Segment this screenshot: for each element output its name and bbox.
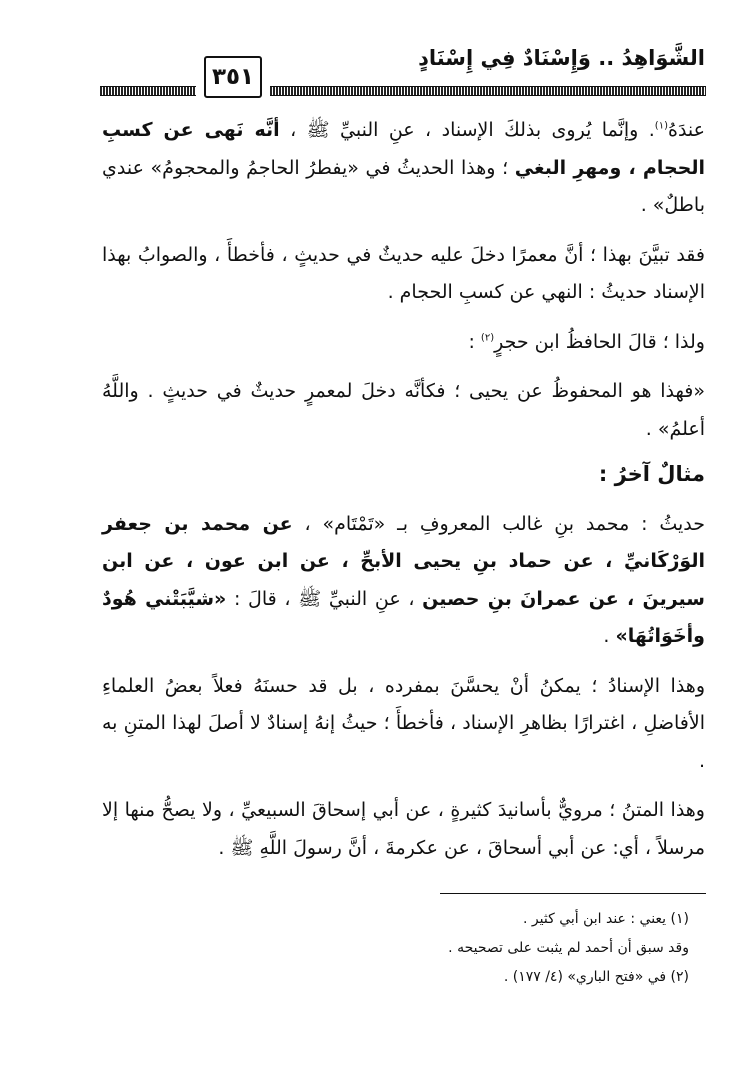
- page-number: ٣٥١: [204, 56, 262, 98]
- paragraph-2: فقد تبيَّنَ بهذا ؛ أنَّ معمرًا دخلَ عليه حديثٌ في حديثٍ ، فأخطأَ ، والصوابُ بهذا الإسناد حديثُ : النهي عن كسبِ الحجام .: [102, 243, 705, 303]
- section-heading: مثالٌ آخرُ :: [598, 462, 705, 486]
- footnote-1-continued: وقد سبق أن أحمد لم يثبت على تصحيحه .: [448, 940, 689, 956]
- footnote-2: (٢) في «فتح الباري» (٤/ ١٧٧) .: [503, 969, 689, 985]
- p5-bold-isnad: عن محمد بن جعفر الوَرْكَانيِّ ، عن حماد بنِ يحيى الأبحِّ ، عن ابن عون ، عن ابن سيرينَ ، عن عمرانَ بنِ حصين: [102, 512, 705, 610]
- footnote-ref-2: (٢): [480, 332, 495, 344]
- paragraph-1: [102, 112, 705, 225]
- p1-text-d: ؛ وهذا الحديثُ في «يفطرُ الحاجمُ والمحجومُ» عندي باطلٌ» .: [102, 156, 705, 216]
- footnotes: [100, 905, 689, 992]
- paragraph-3: [102, 324, 705, 362]
- header-rule-left: [100, 86, 196, 96]
- footnote-separator: [440, 893, 706, 894]
- footnote-1: (١) يعني : عند ابن أبي كثير .: [523, 911, 689, 927]
- p1-bold-hadith: أنَّه نَهى عن كسبِ الحجام ، ومهرِ البغي: [102, 119, 705, 179]
- footnote-ref-1: (١): [654, 120, 668, 132]
- paragraph-5: [102, 506, 705, 656]
- paragraph-4-quote: «فهذا هو المحفوظُ عن يحيى ؛ فكأنَّه دخلَ لمعمرٍ حديثٌ في حديثٍ . واللَّهُ أعلمُ» .: [102, 380, 705, 440]
- p1-text-b: . وإنَّما يُروى بذلكَ الإسناد ، عنِ النبيِّ ﷺ ،: [279, 119, 655, 141]
- p1-text-a: عندَهُ: [667, 119, 705, 141]
- p3-text-a: ولذا ؛ قالَ الحافظُ ابن حجرٍ: [494, 330, 705, 353]
- p5-text-c: ، عنِ النبيِّ ﷺ ، قالَ :: [226, 587, 423, 610]
- p5-text-e: .: [603, 625, 616, 647]
- main-text: [102, 112, 705, 879]
- running-header-title: الشَّوَاهِدُ .. وَإِسْنَادٌ فِي إِسْنَادٍ: [418, 46, 705, 70]
- header-rule-right: [270, 86, 706, 96]
- paragraph-7: وهذا المتنُ ؛ مرويٌّ بأسانيدَ كثيرةٍ ، عن أبي إسحاقَ السبيعيِّ ، ولا يصحُّ منها إلا مرسلاً ، أي: عن أبي أسحاقَ ، عن عكرمةَ ، أنَّ رسولَ اللَّهِ ﷺ .: [102, 799, 705, 859]
- p5-text-a: حديثُ : محمد بنِ غالب المعروفِ بـ «تَمْتَام» ،: [292, 512, 705, 535]
- paragraph-6: وهذا الإسنادُ ؛ يمكنُ أنْ يحسَّنَ بمفرده ، بل قد حسنَهُ فعلاً بعضُ العلماءِ الأفاضلِ ، اغترارًا بظاهرِ الإسناد ، فأخطأَ ؛ حيثُ إنهُ إسنادٌ لا أصلَ لهذا المتنِ به .: [102, 674, 705, 772]
- p5-bold-matn: «شيَّبَتْني هُودٌ وأخَوَاتُهَا»: [102, 587, 705, 647]
- p3-text-b: :: [468, 330, 481, 353]
